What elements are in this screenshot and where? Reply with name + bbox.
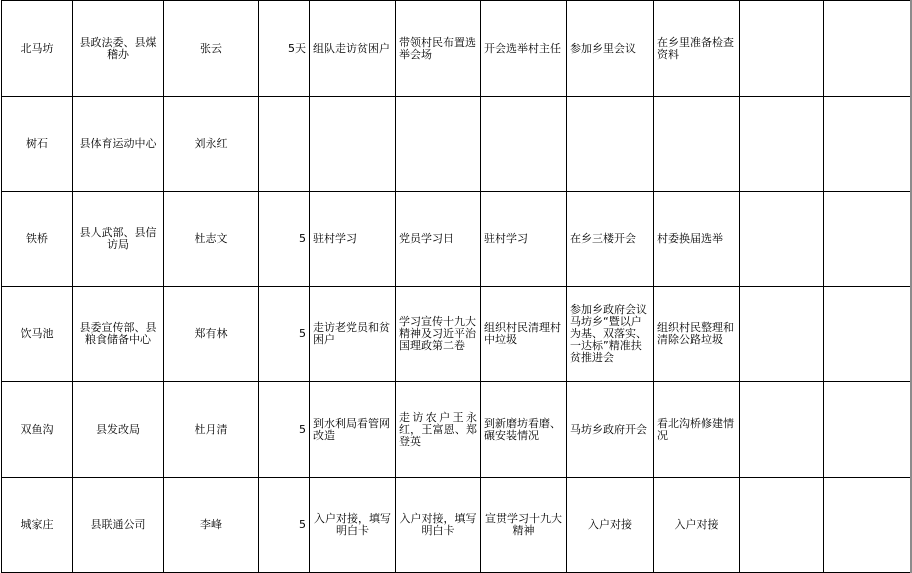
days-cell[interactable]	[259, 97, 310, 192]
days-cell[interactable]: 5天	[259, 1, 310, 97]
unit-cell[interactable]: 县联通公司	[73, 478, 164, 573]
days-cell[interactable]: 5	[259, 478, 310, 573]
person-cell[interactable]: 杜月清	[164, 382, 259, 478]
day3-cell[interactable]: 开会选举村主任	[481, 1, 567, 97]
day6-cell[interactable]	[740, 192, 824, 287]
day1-cell[interactable]	[310, 97, 396, 192]
table-row	[2, 97, 911, 192]
day1-cell[interactable]: 组队走访贫困户	[310, 1, 396, 97]
day2-cell[interactable]: 带领村民布置选举会场	[396, 1, 481, 97]
day5-cell[interactable]: 看北沟桥修建情况	[654, 382, 740, 478]
day6-cell[interactable]	[740, 382, 824, 478]
day4-cell[interactable]: 马坊乡政府开会	[567, 382, 654, 478]
day6-cell[interactable]	[740, 478, 824, 573]
day7-cell[interactable]	[824, 192, 911, 287]
table-row	[2, 478, 911, 573]
days-cell[interactable]: 5	[259, 287, 310, 382]
day7-cell[interactable]	[824, 382, 911, 478]
village-cell[interactable]: 铁桥	[2, 192, 73, 287]
days-cell[interactable]: 5	[259, 192, 310, 287]
day1-cell[interactable]: 驻村学习	[310, 192, 396, 287]
day3-cell[interactable]: 驻村学习	[481, 192, 567, 287]
day5-cell[interactable]: 在乡里准备检查资料	[654, 1, 740, 97]
unit-cell[interactable]: 县发改局	[73, 382, 164, 478]
day7-cell[interactable]	[824, 97, 911, 192]
table-row	[2, 287, 911, 382]
day4-cell[interactable]: 参加乡政府会议马坊乡“暨以户为基、双落实、一达标”精准扶贫推进会	[567, 287, 654, 382]
unit-cell[interactable]: 县体育运动中心	[73, 97, 164, 192]
days-cell[interactable]: 5	[259, 382, 310, 478]
village-cell[interactable]: 饮马池	[2, 287, 73, 382]
table-row	[2, 1, 911, 97]
day2-cell[interactable]: 学习宣传十九大精神及习近平治国理政第二卷	[396, 287, 481, 382]
day3-cell[interactable]: 到新磨坊看磨、碾安装情况	[481, 382, 567, 478]
day1-cell[interactable]: 到水利局看管网改造	[310, 382, 396, 478]
day4-cell[interactable]: 在乡三楼开会	[567, 192, 654, 287]
day3-cell[interactable]: 宣贯学习十九大精神	[481, 478, 567, 573]
person-cell[interactable]: 杜志文	[164, 192, 259, 287]
village-cell[interactable]: 北马坊	[2, 1, 73, 97]
day7-cell[interactable]	[824, 287, 911, 382]
day2-cell[interactable]: 党员学习日	[396, 192, 481, 287]
day3-cell[interactable]: 组织村民清理村中垃圾	[481, 287, 567, 382]
day4-cell[interactable]: 参加乡里会议	[567, 1, 654, 97]
village-work-table	[1, 0, 911, 573]
village-cell[interactable]: 树石	[2, 97, 73, 192]
day1-cell[interactable]: 入户对接，填写明白卡	[310, 478, 396, 573]
day5-cell[interactable]	[654, 97, 740, 192]
day5-cell[interactable]: 村委换届选举	[654, 192, 740, 287]
day5-cell[interactable]: 入户对接	[654, 478, 740, 573]
person-cell[interactable]: 张云	[164, 1, 259, 97]
person-cell[interactable]: 郑有林	[164, 287, 259, 382]
day7-cell[interactable]	[824, 478, 911, 573]
day5-cell[interactable]: 组织村民整理和清除公路垃圾	[654, 287, 740, 382]
day4-cell[interactable]	[567, 97, 654, 192]
unit-cell[interactable]: 县政法委、县煤稽办	[73, 1, 164, 97]
day1-cell[interactable]: 走访老党员和贫困户	[310, 287, 396, 382]
table-row	[2, 192, 911, 287]
person-cell[interactable]: 李峰	[164, 478, 259, 573]
person-cell[interactable]: 刘永红	[164, 97, 259, 192]
village-cell[interactable]: 双鱼沟	[2, 382, 73, 478]
table-row	[2, 382, 911, 478]
unit-cell[interactable]: 县委宣传部、县粮食储备中心	[73, 287, 164, 382]
day7-cell[interactable]	[824, 1, 911, 97]
day2-cell[interactable]	[396, 97, 481, 192]
day4-cell[interactable]: 入户对接	[567, 478, 654, 573]
day3-cell[interactable]	[481, 97, 567, 192]
day2-cell[interactable]: 入户对接，填写明白卡	[396, 478, 481, 573]
day6-cell[interactable]	[740, 1, 824, 97]
day6-cell[interactable]	[740, 287, 824, 382]
unit-cell[interactable]: 县人武部、县信访局	[73, 192, 164, 287]
day6-cell[interactable]	[740, 97, 824, 192]
day2-cell[interactable]: 走访农户王永红，王富恩、郑登英	[396, 382, 481, 478]
village-cell[interactable]: 城家庄	[2, 478, 73, 573]
